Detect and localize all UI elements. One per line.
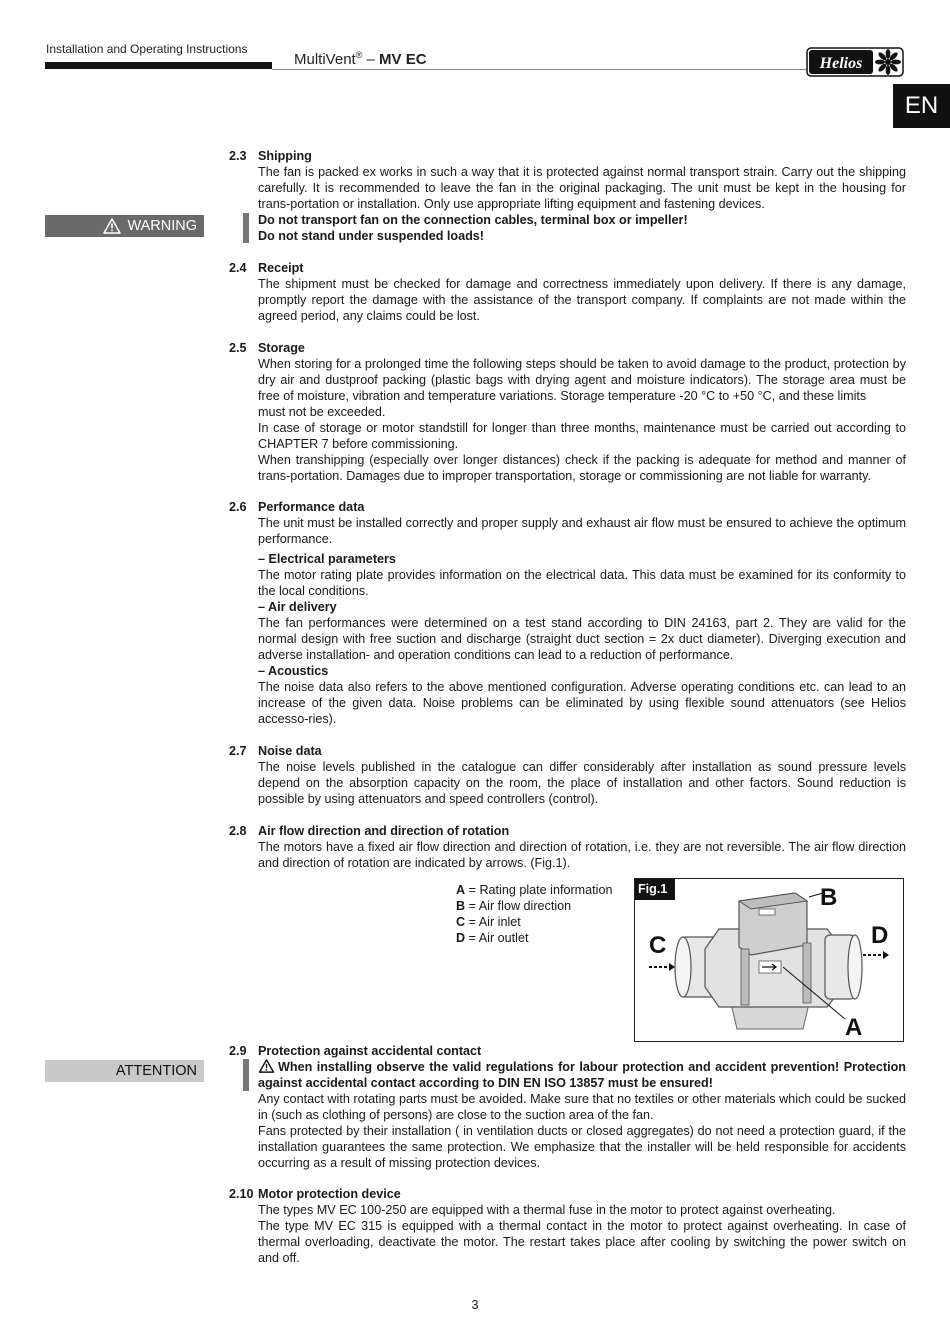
warning-bar <box>243 213 249 243</box>
section-number: 2.4 <box>229 261 247 275</box>
product-separator: – <box>362 51 380 68</box>
warning-triangle-icon <box>103 218 121 234</box>
paragraph: The fan is packed ex works in such a way that it is protected against normal transport strain. Carry out the shipping carefully. It is recommended to leave the fan in the original packaging. The unit must be kept in the housing for trans-portation or installation. Only use appropriate lifting equipment and fastening devices. <box>258 165 906 211</box>
section-title: Noise data <box>258 744 322 758</box>
paragraph: In case of storage or motor standstill for longer than three months, maintenance must be carried out according to CHAPTER 7 before commissioning. <box>258 421 906 451</box>
paragraph: The fan performances were determined on a test stand according to DIN 24163, part 2. They are valid for the normal design with free suction and discharge (straight duct section = 2x duct diameter). Diverging execution and adverse installation- and operation conditions can lead to a reduction of performance. <box>258 616 906 662</box>
subheading: – Air delivery <box>258 600 337 614</box>
subheading: – Electrical parameters <box>258 552 396 566</box>
section-receipt <box>229 260 906 324</box>
paragraph: When transhipping (especially over longer distances) check if the packing is adequate for method and manner of trans-portation. Damages due to improper transportation, storage or commissioning are not liable for warranty. <box>258 453 906 483</box>
paragraph: The unit must be installed correctly and proper supply and exhaust air flow must be ensured to achieve the optimum performance. <box>258 516 906 546</box>
warning-line: Do not transport fan on the connection cables, terminal box or impeller! <box>258 213 688 227</box>
legend-item <box>456 882 612 898</box>
legend-item <box>456 914 612 930</box>
attention-text: ATTENTION <box>115 1063 197 1079</box>
warning-paragraph <box>258 1059 906 1091</box>
callout-c: C <box>649 932 667 959</box>
paragraph: The type MV EC 315 is equipped with a thermal contact in the motor to protect against overheating. In case of thermal overloading, deactivate the motor. The restart takes place after cooling by switching the power switch on and off. <box>258 1219 906 1265</box>
callout-a: A <box>845 1014 863 1041</box>
attention-label <box>45 1060 204 1082</box>
section-title: Protection against accidental contact <box>258 1044 482 1058</box>
paragraph: The noise data also refers to the above mentioned configuration. Adverse operating conditions etc. can lead to an increase of the given data. Noise problems can be eliminated by using flexible sound attenuators (see Helios accesso-ries). <box>258 680 906 726</box>
warning-line: Do not stand under suspended loads! <box>258 229 484 243</box>
warning-text: When installing observe the valid regulations for labour protection and accident prevention! Protection against accidental contact according to DIN EN ISO 13857 must be ensured! <box>258 1060 906 1090</box>
section-motor-protection <box>229 1186 906 1266</box>
section-airflow <box>229 823 906 871</box>
header-rule <box>272 69 807 70</box>
warning-label <box>45 215 204 237</box>
legend-item <box>456 930 612 946</box>
fan-illustration <box>635 879 903 1041</box>
legend-key: A <box>456 883 466 897</box>
section-number: 2.8 <box>229 824 247 838</box>
callout-b: B <box>820 884 838 911</box>
section-noise <box>229 743 906 807</box>
section-title: Performance data <box>258 500 365 514</box>
legend-key: B <box>456 899 466 913</box>
paragraph: The noise levels published in the catalogue can differ considerably after installation as sound pressure levels depend on the absorption capacity on the room, the place of installation and other factors. Sound reduction is possible by using attenuators and speed controllers (control). <box>258 760 906 806</box>
logo-text: Helios <box>819 55 863 72</box>
paragraph: The shipment must be checked for damage and correctness immediately upon delivery. If there is any damage, promptly report the damage with the assistance of the transport company. If complaints are not made within the agreed period, any claims could be lost. <box>258 277 906 323</box>
legend-text: = Air flow direction <box>465 899 572 913</box>
paragraph: must not be exceeded. <box>258 405 386 419</box>
section-title: Receipt <box>258 261 304 275</box>
section-title: Shipping <box>258 149 312 163</box>
paragraph: The motors have a fixed air flow direction and direction of rotation, i.e. they are not reversible. The air flow direction and direction of rotation are indicated by arrows. (Fig.1). <box>258 840 906 870</box>
document-type: Installation and Operating Instructions <box>46 42 248 56</box>
section-protection <box>229 1043 906 1171</box>
legend-key: C <box>456 915 466 929</box>
paragraph: The types MV EC 100-250 are equipped with a thermal fuse in the motor to protect against overheating. <box>258 1203 836 1217</box>
helios-logo <box>806 46 904 78</box>
paragraph: The motor rating plate provides information on the electrical data. This data must be examined for its conformity to the local conditions. <box>258 568 906 598</box>
section-storage <box>229 340 906 484</box>
product-brand: MultiVent <box>294 51 356 68</box>
header-bar <box>45 62 272 69</box>
section-title: Storage <box>258 341 305 355</box>
legend-text: = Air outlet <box>465 931 529 945</box>
subheading: – Acoustics <box>258 664 329 678</box>
legend-item <box>456 898 612 914</box>
section-number: 2.5 <box>229 341 247 355</box>
figure-1 <box>634 878 904 1042</box>
page-number: 3 <box>471 1298 479 1312</box>
paragraph: Any contact with rotating parts must be avoided. Make sure that no textiles or other materials which could be sucked in (such as clothing of persons) are close to the suction area of the fan. <box>258 1092 906 1122</box>
warning-text: WARNING <box>127 218 197 234</box>
legend-text: = Air inlet <box>465 915 521 929</box>
section-title: Motor protection device <box>258 1187 401 1201</box>
section-number: 2.3 <box>229 149 247 163</box>
legend-key: D <box>456 931 466 945</box>
section-number: 2.10 <box>229 1187 254 1201</box>
figure-legend <box>456 882 612 946</box>
legend-text: = Rating plate information <box>465 883 613 897</box>
section-performance <box>229 499 906 727</box>
section-shipping <box>229 148 906 244</box>
product-title <box>294 50 427 68</box>
language-tab: EN <box>893 84 950 128</box>
paragraph: Fans protected by their installation ( in ventilation ducts or closed aggregates) do not need a protection guard, if the installation guarantees the same protection. We emphasize that the installer will be held responsible for accidents occurring as a result of missing protection devices. <box>258 1124 906 1170</box>
section-title: Air flow direction and direction of rotation <box>258 824 510 838</box>
callout-d: D <box>871 922 889 949</box>
figure-label: Fig.1 <box>635 879 675 900</box>
paragraph: When storing for a prolonged time the following steps should be taken to avoid damage to the product, protection by dry air and dustproof packing (plastic bags with drying agent and moisture indicators). The storage area must be free of moisture, vibration and temperature variations. Storage temperature -20 °C to +50 °C, and these limits <box>258 357 906 403</box>
section-number: 2.7 <box>229 744 247 758</box>
section-number: 2.6 <box>229 500 247 514</box>
section-number: 2.9 <box>229 1044 247 1058</box>
registered-mark: ® <box>355 50 363 60</box>
product-model: MV EC <box>379 51 427 68</box>
warning-bar <box>243 1059 249 1091</box>
warning-triangle-icon <box>258 1059 275 1073</box>
